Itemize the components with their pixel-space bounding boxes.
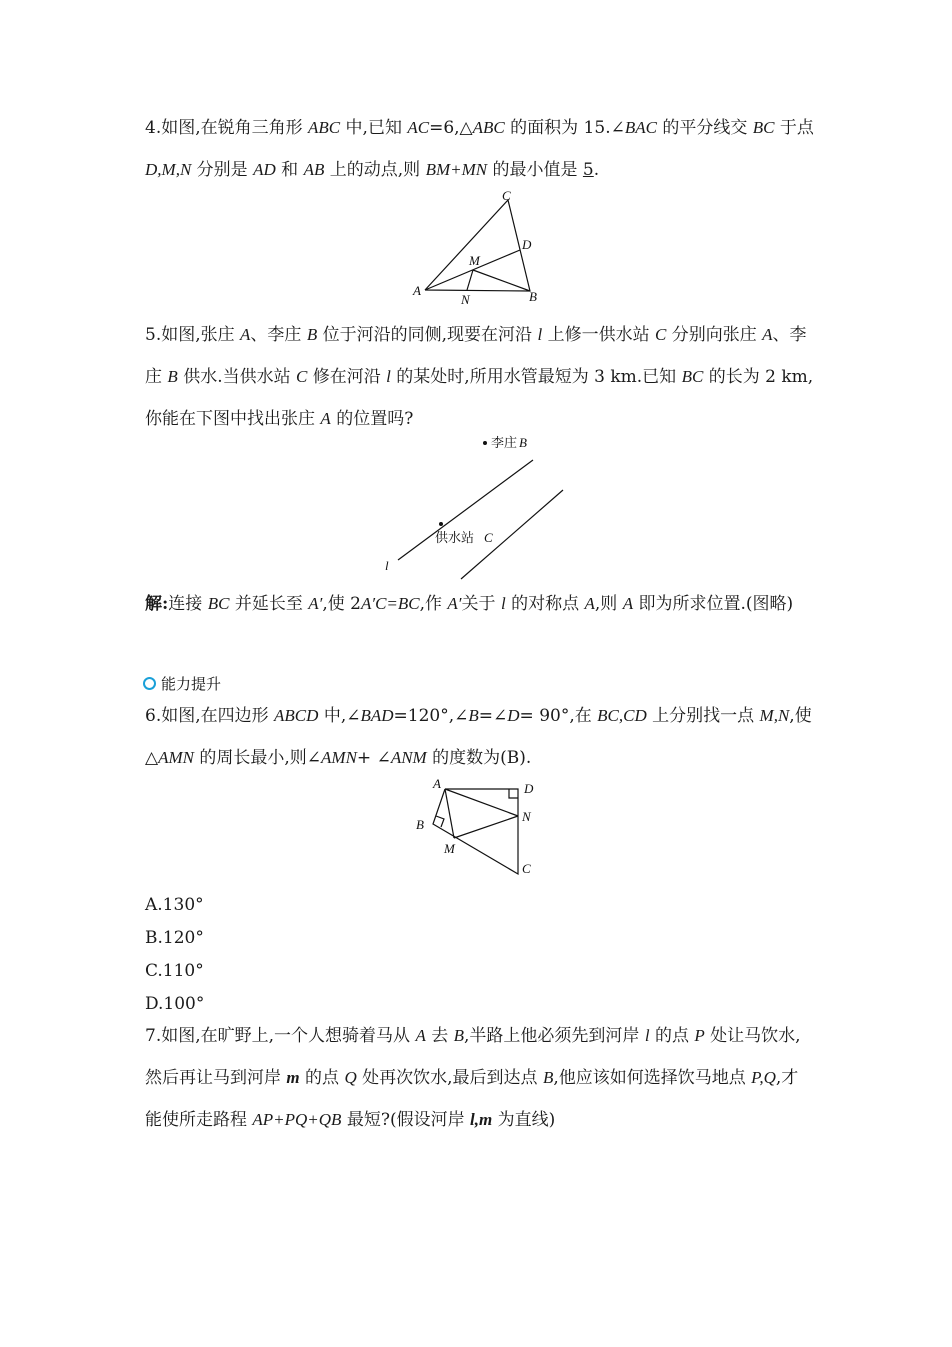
section-title: 能力提升 bbox=[161, 675, 222, 693]
point-c-dot bbox=[439, 522, 443, 526]
fig4-label-M: M bbox=[469, 253, 480, 268]
fig6-label-N: N bbox=[522, 809, 531, 824]
question-6-figure bbox=[405, 778, 555, 880]
option-b: B.120° bbox=[145, 928, 204, 948]
question-4-answer: 5 bbox=[582, 160, 594, 180]
fig4-label-C: C bbox=[502, 188, 511, 203]
question-4-text: 4.如图,在锐角三角形 ABC 中,已知 AC=6,△ABC 的面积为 15.∠BAC 的平分线交 BC 于点 D,M,N 分别是 AD 和 AB 上的动点,则 BM+MN 的最小值是 5. bbox=[145, 118, 814, 180]
question-5-text: 5.如图,张庄 A、李庄 B 位于河沿的同侧,现要在河沿 l 上修一供水站 C 分别向张庄 A、李庄 B 供水.当供水站 C 修在河沿 l 的某处时,所用水管最短为 3 km.已知 BC 的长为 2 km,你能在下图中找出张庄 A 的位置吗? bbox=[145, 325, 814, 429]
question-5-figure bbox=[375, 430, 575, 582]
fig6-label-A: A bbox=[433, 778, 441, 791]
fig5-label-gs: 供水站 bbox=[435, 531, 475, 546]
fig4-label-N: N bbox=[461, 292, 470, 307]
fig5-label-libz: 李庄 bbox=[491, 436, 518, 451]
option-a: A.130° bbox=[145, 895, 204, 915]
option-c: C.110° bbox=[145, 961, 204, 981]
fig4-label-B: B bbox=[529, 289, 537, 304]
question-4-figure bbox=[405, 188, 545, 308]
fig5-label-gs-var: C bbox=[484, 530, 493, 545]
fig4-label-A: A bbox=[413, 283, 421, 298]
fig4-label-D: D bbox=[522, 237, 532, 252]
option-d: D.100° bbox=[145, 994, 205, 1014]
fig6-label-M: M bbox=[444, 841, 455, 856]
question-6-text: 6.如图,在四边形 ABCD 中,∠BAD=120°,∠B=∠D= 90°,在 BC,CD 上分别找一点 M,N,使△AMN 的周长最小,则∠AMN+ ∠ANM 的度数为(B). bbox=[145, 706, 812, 768]
fig5-label-libz-var: B bbox=[519, 435, 527, 450]
question-5-solution: 解:连接 BC 并延长至 A′,使 2A′C=BC,作 A′关于 l 的对称点 A,则 A 即为所求位置.(图略) bbox=[145, 594, 794, 614]
fig5-label-l: l bbox=[385, 558, 389, 573]
point-b-dot bbox=[483, 441, 487, 445]
question-7-text: 7.如图,在旷野上,一个人想骑着马从 A 去 B,半路上他必须先到河岸 l 的点 P 处让马饮水,然后再让马到河岸 m 的点 Q 处再次饮水,最后到达点 B,他应该如何选择饮马地点 P,Q,才能使所走路程 AP+PQ+QB 最短?(假设河岸 l,m 为直线) bbox=[145, 1026, 801, 1130]
circle-bullet-icon bbox=[143, 677, 156, 690]
fig6-label-C: C bbox=[522, 861, 531, 876]
section-header bbox=[143, 673, 221, 694]
fig6-label-B: B bbox=[416, 817, 424, 832]
fig6-label-D: D bbox=[524, 781, 534, 796]
